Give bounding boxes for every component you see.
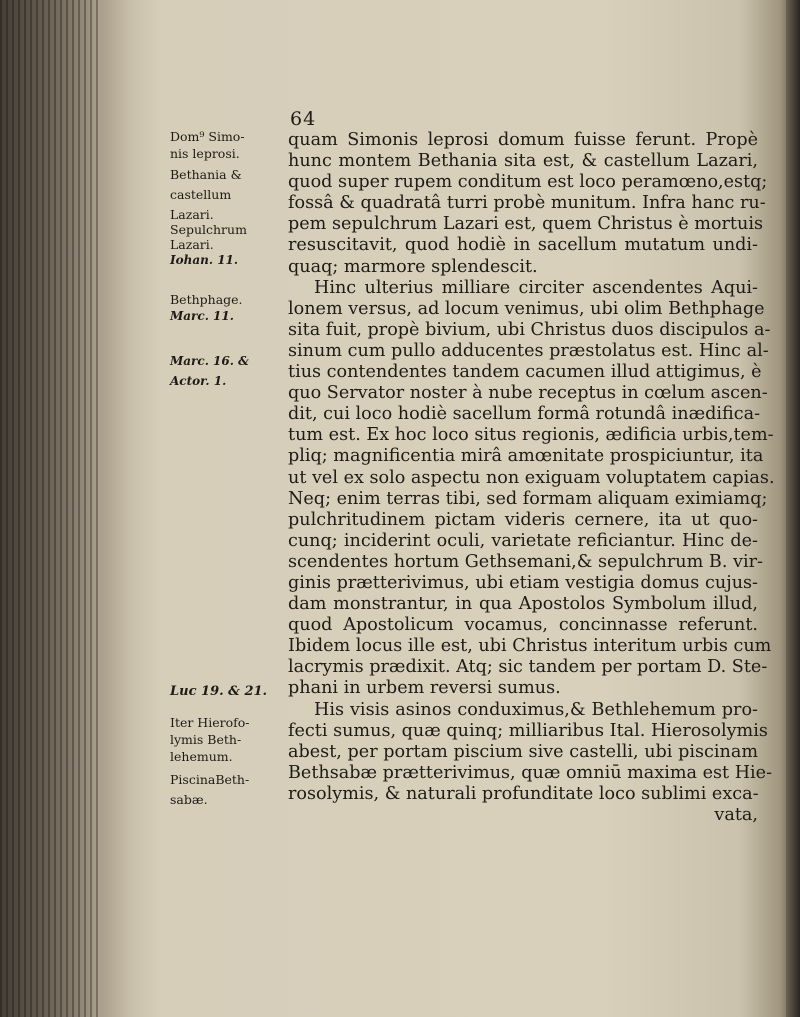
text-line: resuscitavit, quod hodiè in sacellum mutatum undi- — [288, 235, 758, 256]
text-line: cunq; inciderint oculi, varietate reficiantur. Hinc de- — [288, 530, 758, 551]
text-line: pem sepulchrum Lazari est, quem Christus è mortuis — [288, 214, 763, 235]
text-line: fecti sumus, quæ quinq; milliaribus Ital. Hierosolymis — [288, 720, 768, 741]
text-line: Ibidem locus ille est, ubi Christus interitum urbis cum — [288, 636, 772, 657]
margin-note: Marc. 11. — [170, 309, 234, 323]
text-line: phani in urbem reversi sumus. — [288, 678, 561, 699]
text-line: Bethsabæ prætterivimus, quæ omniū maxima est Hie- — [288, 762, 773, 783]
margin-note: Bethphage. — [170, 292, 243, 307]
margin-note: Lazari. — [170, 237, 214, 252]
text-line: sita fuit, propè bivium, ubi Christus duos discipulos a- — [288, 319, 771, 340]
margin-note: sabæ. — [170, 792, 208, 807]
text-line: Hinc ulterius milliare circiter ascendentes Aqui- — [314, 277, 758, 298]
text-line: dit, cui loco hodiè sacellum formâ rotundâ inædifica- — [288, 404, 761, 425]
text-line: pliq; magnificentia mirâ amœnitate prospiciuntur, ita — [288, 446, 764, 467]
text-line: ginis prætterivimus, ubi etiam vestigia domus cujus- — [288, 572, 758, 593]
text-line: sinum cum pullo adducentes præstolatus est. Hinc al- — [288, 340, 769, 361]
text-line: fossâ & quadratâ turri probè munitum. Infra hanc ru- — [288, 193, 766, 214]
catchword: vata, — [714, 805, 758, 825]
margin-note: lehemum. — [170, 749, 233, 764]
text-line: His visis asinos conduximus,& Bethlehemum pro- — [314, 699, 758, 720]
text-line: dam monstrantur, in qua Apostolos Symbolum illud, — [288, 594, 758, 615]
text-line: lonem versus, ad locum venimus, ubi olim Bethphage — [288, 298, 765, 319]
margin-note-luke: Luc 19. & 21. — [170, 684, 268, 699]
text-line: scendentes hortum Gethsemani,& sepulchrum B. vir- — [288, 551, 763, 572]
text-line: pulchritudinem pictam videris cernere, ita ut quo- — [288, 509, 758, 530]
text-line: tum est. Ex hoc loco situs regionis, ædificia urbis,tem- — [288, 425, 774, 446]
margin-note: Iter Hierofo- — [170, 715, 250, 730]
text-line: quo Servator noster à nube receptus in cœlum ascen- — [288, 383, 768, 404]
text-line: quod super rupem conditum est loco peramœno,estq; — [288, 172, 768, 193]
text-line: lacrymis prædixit. Atq; sic tandem per portam D. Ste- — [288, 657, 768, 678]
body-text — [288, 130, 775, 826]
text-line: tius contendentes tandem cacumen illud attigimus, è — [288, 362, 762, 383]
margin-note: Sepulchrum — [170, 222, 247, 237]
margin-note: castellum — [170, 187, 232, 202]
text-line: abest, per portam piscium sive castelli, ubi piscinam — [288, 741, 758, 762]
text-line: quam Simonis leprosi domum fuisse ferunt. Propè — [288, 130, 758, 150]
margin-note: Dom⁹ Simo- — [170, 129, 245, 144]
margin-note: Marc. 16. & — [170, 354, 249, 368]
text-line: hunc montem Bethania sita est, & castellum Lazari, — [288, 151, 758, 172]
text-line: rosolymis, & naturali profunditate loco sublimi exca- — [288, 783, 759, 804]
margin-note: Actor. 1. — [170, 374, 227, 388]
margin-note: Iohan. 11. — [170, 253, 239, 267]
margin-note: PiscinaBeth- — [170, 772, 250, 787]
margin-note: lymis Beth- — [170, 732, 242, 747]
margin-note: Bethania & — [170, 167, 242, 182]
text-line: quaq; marmore splendescit. — [288, 256, 538, 277]
page-number: 64 — [290, 108, 317, 130]
text-line: Neq; enim terras tibi, sed formam aliquam eximiamq; — [288, 488, 768, 509]
text-line: quod Apostolicum vocamus, concinnasse referunt. — [288, 615, 758, 636]
margin-note: Lazari. — [170, 207, 214, 222]
margin-note: nis leprosi. — [170, 146, 240, 161]
text-line: ut vel ex solo aspectu non exiguam voluptatem capias. — [288, 467, 775, 488]
